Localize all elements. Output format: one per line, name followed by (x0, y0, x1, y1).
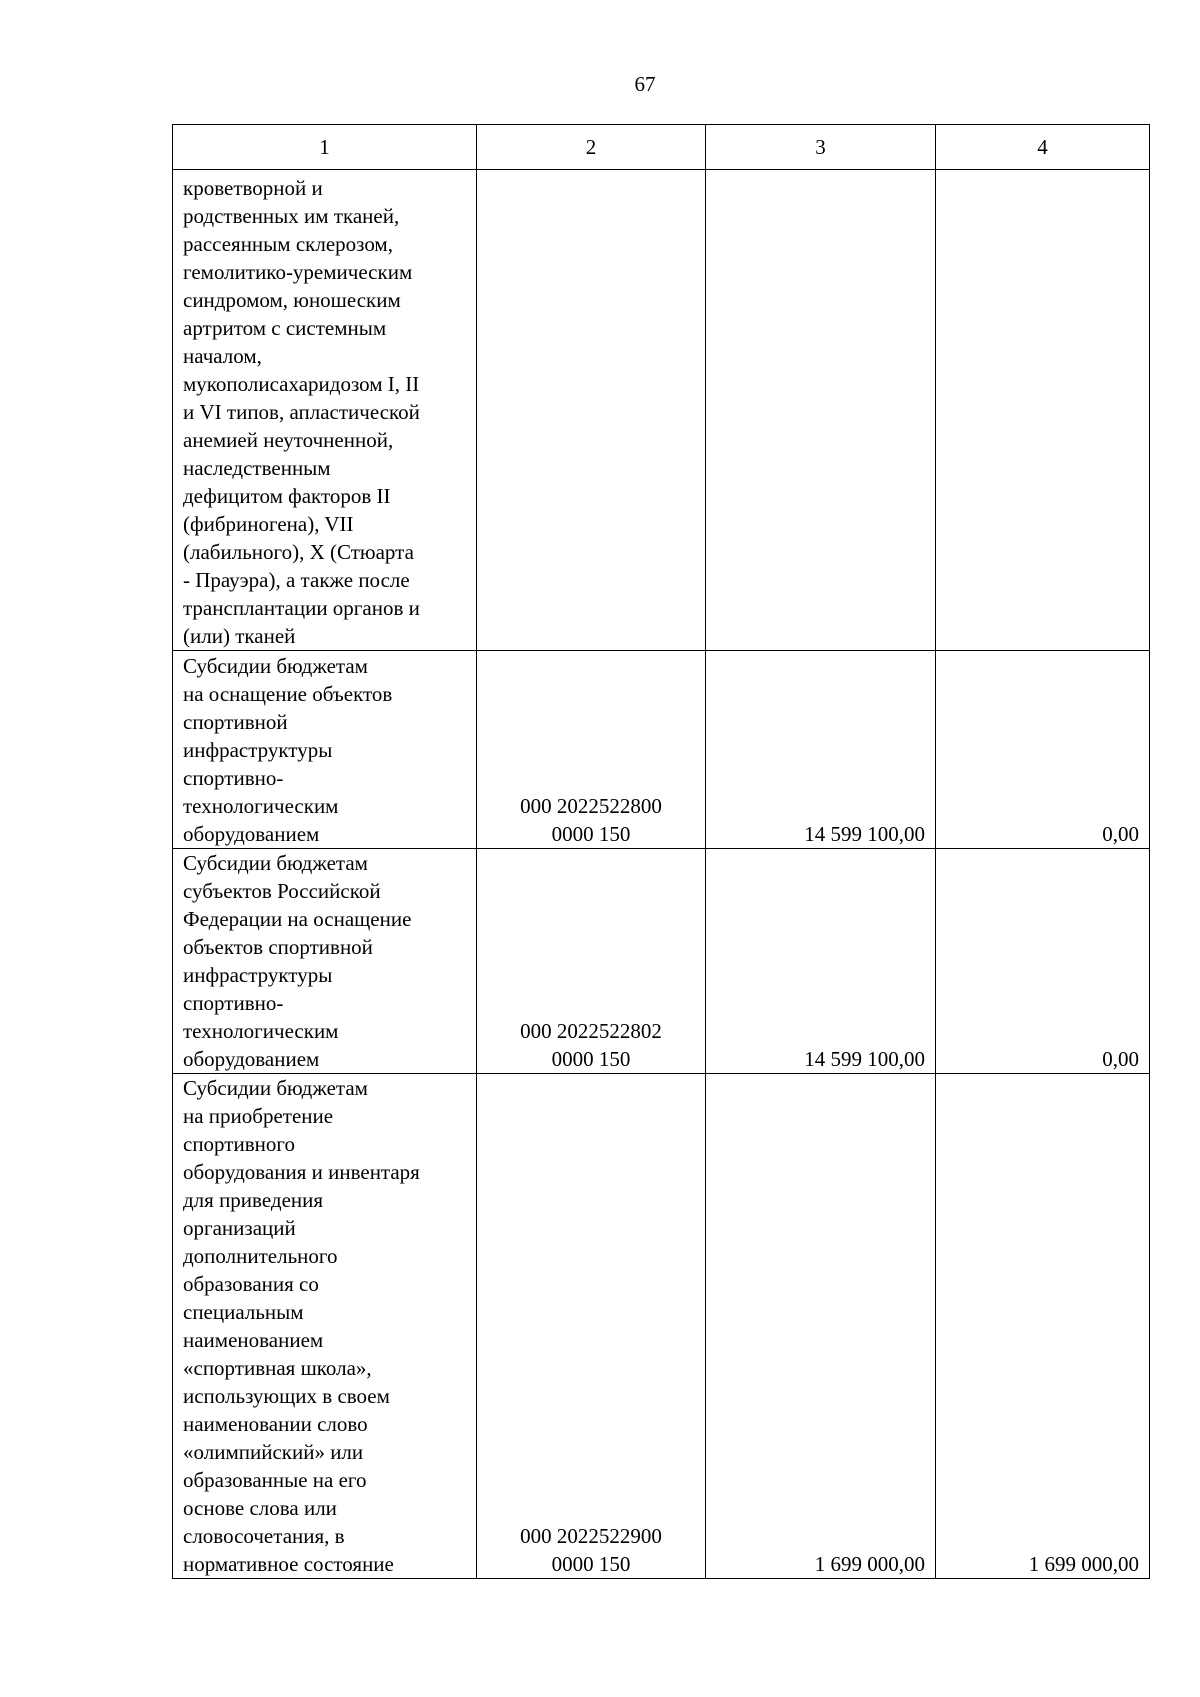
row-name-cell (173, 651, 477, 849)
row-name-cell (173, 849, 477, 1074)
row-value4-cell: 1 699 000,00 (936, 1074, 1150, 1579)
row-name-cell (173, 1074, 477, 1579)
row-value3-cell: 14 599 100,00 (706, 651, 936, 849)
row-code-cell: 000 2022522900 0000 150 (477, 1074, 706, 1579)
row-value3-cell: 1 699 000,00 (706, 1074, 936, 1579)
row-name-cell (173, 170, 477, 651)
table-row (173, 1074, 1150, 1579)
column-header-3: 3 (706, 125, 936, 170)
row-value4-cell (936, 170, 1150, 651)
table-row (173, 170, 1150, 651)
row-code-cell: 000 2022522802 0000 150 (477, 849, 706, 1074)
column-header-1: 1 (173, 125, 477, 170)
row-code-cell: 000 2022522800 0000 150 (477, 651, 706, 849)
row-code-cell (477, 170, 706, 651)
budget-table (172, 124, 1150, 1579)
row-value4-cell: 0,00 (936, 849, 1150, 1074)
table-header-row (173, 125, 1150, 170)
page-number: 67 (634, 72, 656, 96)
table-row (173, 651, 1150, 849)
row-name-text: Субсидии бюджетам на оснащение объектов спортивной инфраструктуры спортивно- технологическим оборудованием (183, 654, 393, 846)
row-value3-cell: 14 599 100,00 (706, 849, 936, 1074)
row-name-text: Субсидии бюджетам субъектов Российской Федерации на оснащение объектов спортивной инфраструктуры спортивно- технологическим оборудованием (183, 851, 412, 1071)
row-value3-cell (706, 170, 936, 651)
row-value4-cell: 0,00 (936, 651, 1150, 849)
row-name-text: Субсидии бюджетам на приобретение спортивного оборудования и инвентаря для приведения организаций дополнительного образования со специальным наименованием «спортивная школа», использующих в своем наименовании слово «олимпийский» или образованные на его основе слова или словосочетания, в нормативное состояние (183, 1076, 420, 1576)
row-name-text: кроветворной и родственных им тканей, рассеянным склерозом, гемолитико-уремическим синдромом, юношеским артритом с системным началом, мукополисахаридозом I, II и VI типов, апластической анемией неуточненной, наследственным дефицитом факторов II (фибриногена), VII (лабильного), X (Стюарта - Прауэра), а также после трансплантации органов и (или) тканей (183, 176, 420, 648)
column-header-2: 2 (477, 125, 706, 170)
column-header-4: 4 (936, 125, 1150, 170)
table-row (173, 849, 1150, 1074)
